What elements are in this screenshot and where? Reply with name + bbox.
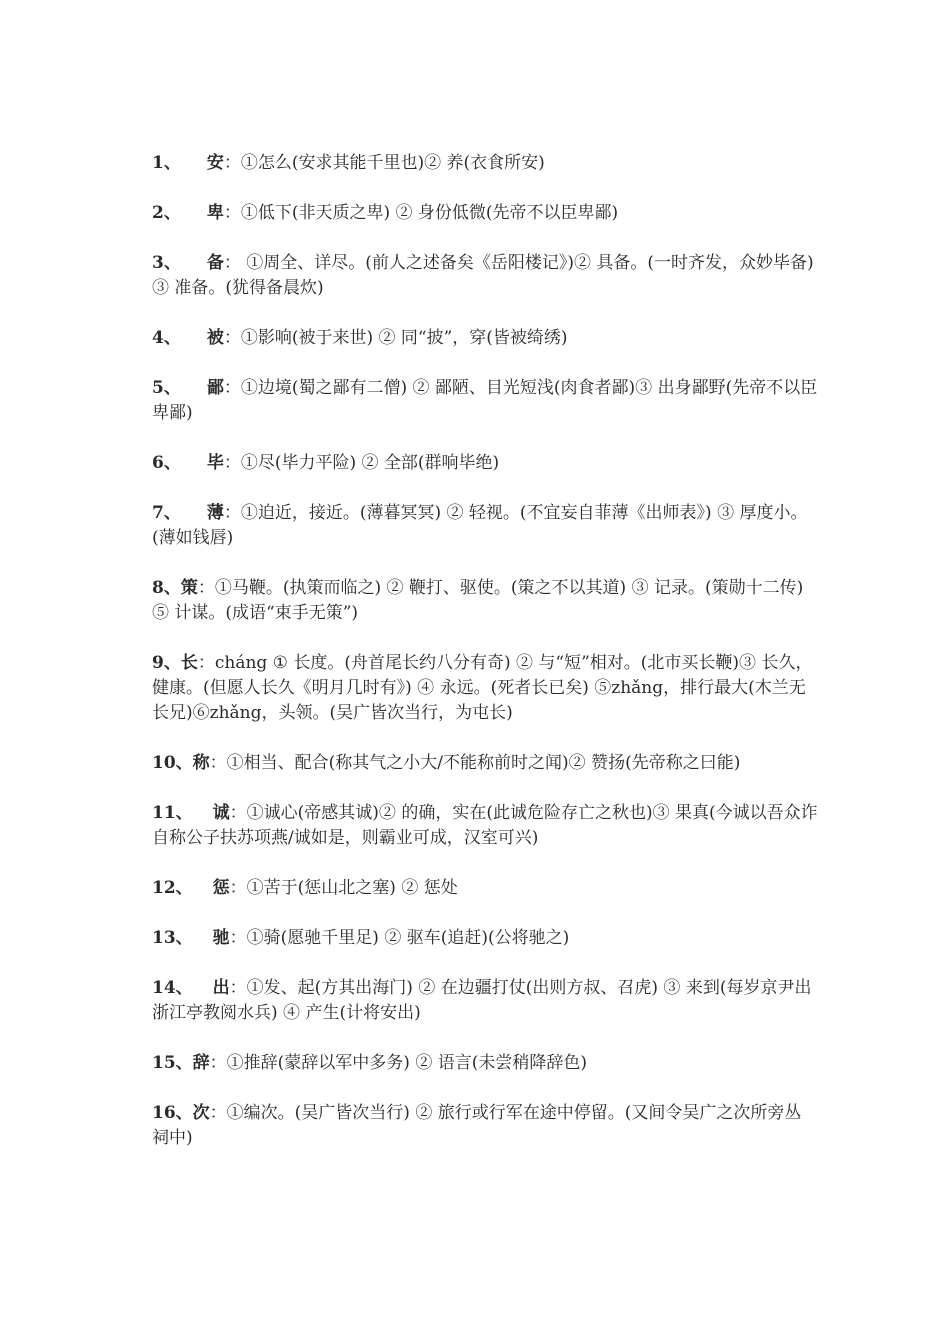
glossary-entry-4: [152, 326, 818, 351]
entry-number: 6、: [152, 453, 181, 473]
entry-headword: 策: [180, 578, 198, 598]
entry-definition: ： ①周全、详尽。(前人之述备矣《岳阳楼记》)② 具备。(一时齐发，众妙毕备)③ 准备。(犹得备晨炊): [152, 253, 814, 298]
entry-number: 7、: [152, 503, 181, 523]
entry-number: 9、: [152, 653, 181, 673]
entry-number: 11、: [152, 803, 193, 823]
entry-number: 12、: [152, 878, 193, 898]
glossary-entry-3: [152, 251, 818, 301]
entry-headword: 出: [212, 978, 230, 998]
glossary-entry-5: [152, 376, 818, 426]
entry-headword: 驰: [212, 928, 230, 948]
glossary-entry-7: [152, 501, 818, 551]
entry-definition: ：①苦于(惩山北之塞) ② 惩处: [229, 878, 458, 898]
entry-headword: 卑: [206, 203, 224, 223]
glossary-entry-15: [152, 1051, 818, 1076]
entry-headword: 长: [180, 653, 198, 673]
glossary-entry-12: [152, 876, 818, 901]
entry-definition: ：①发、起(方其出海门) ② 在边疆打仗(出则方叔、召虎) ③ 来到(每岁京尹出浙江亭教阅水兵) ④ 产生(计将安出): [152, 978, 812, 1023]
entry-headword: 惩: [212, 878, 230, 898]
entry-definition: ：①相当、配合(称其气之小大/不能称前时之闻)② 赞扬(先帝称之曰能): [209, 753, 741, 773]
entry-number: 1、: [152, 153, 181, 173]
glossary-entry-8: [152, 576, 818, 626]
glossary-entry-6: [152, 451, 818, 476]
entry-number: 14、: [152, 978, 193, 998]
entry-headword: 称: [192, 753, 210, 773]
entry-definition: ：①诚心(帝感其诚)② 的确，实在(此诚危险存亡之秋也)③ 果真(今诚以吾众诈自称公子扶苏项燕/诚如是，则霸业可成，汉室可兴): [152, 803, 818, 848]
entry-number: 4、: [152, 328, 181, 348]
entry-number: 16、: [152, 1103, 193, 1123]
entry-definition: ：①低下(非天质之卑) ② 身份低微(先帝不以臣卑鄙): [223, 203, 619, 223]
entry-headword: 诚: [212, 803, 230, 823]
entry-headword: 薄: [206, 503, 224, 523]
entry-number: 8、: [152, 578, 181, 598]
entry-definition: ：①马鞭。(执策而临之) ② 鞭打、驱使。(策之不以其道) ③ 记录。(策勋十二传) ⑤ 计谋。(成语“束手无策”): [152, 578, 804, 623]
glossary-list: [152, 151, 818, 1176]
entry-definition: ：cháng ① 长度。(舟首尾长约八分有奇) ② 与“短”相对。(北市买长鞭)③ 长久，健康。(但愿人长久《明月几时有》) ④ 永远。(死者长已矣) ⑤zhǎng，排行最大(木兰无长兄)⑥zhǎng，头领。(吴广皆次当行，为屯长): [152, 653, 813, 723]
entry-headword: 备: [206, 253, 224, 273]
entry-headword: 次: [192, 1103, 210, 1123]
glossary-entry-11: [152, 801, 818, 851]
entry-number: 5、: [152, 378, 181, 398]
entry-definition: ：①怎么(安求其能千里也)② 养(衣食所安): [223, 153, 545, 173]
entry-number: 2、: [152, 203, 181, 223]
entry-headword: 被: [206, 328, 224, 348]
entry-headword: 辞: [192, 1053, 210, 1073]
entry-number: 13、: [152, 928, 193, 948]
entry-headword: 安: [206, 153, 224, 173]
entry-definition: ：①尽(毕力平险) ② 全部(群响毕绝): [223, 453, 500, 473]
entry-definition: ：①骑(愿驰千里足) ② 驱车(追赶)(公将驰之): [229, 928, 570, 948]
entry-definition: ：①迫近，接近。(薄暮冥冥) ② 轻视。(不宜妄自菲薄《出师表》) ③ 厚度小。(薄如钱唇): [152, 503, 808, 548]
entry-definition: ：①边境(蜀之鄙有二僧) ② 鄙陋、目光短浅(肉食者鄙)③ 出身鄙野(先帝不以臣卑鄙): [152, 378, 818, 423]
glossary-entry-9: [152, 651, 818, 726]
entry-definition: ：①推辞(蒙辞以军中多务) ② 语言(未尝稍降辞色): [209, 1053, 588, 1073]
glossary-entry-16: [152, 1101, 818, 1151]
entry-number: 15、: [152, 1053, 193, 1073]
entry-number: 10、: [152, 753, 193, 773]
entry-definition: ：①影响(被于来世) ② 同“披”，穿(皆被绮绣): [223, 328, 568, 348]
glossary-entry-1: [152, 151, 818, 176]
glossary-entry-10: [152, 751, 818, 776]
entry-headword: 毕: [206, 453, 224, 473]
entry-headword: 鄙: [206, 378, 224, 398]
entry-number: 3、: [152, 253, 181, 273]
glossary-entry-2: [152, 201, 818, 226]
entry-definition: ：①编次。(吴广皆次当行) ② 旅行或行军在途中停留。(又间令吴广之次所旁丛祠中): [152, 1103, 802, 1148]
glossary-entry-14: [152, 976, 818, 1026]
glossary-entry-13: [152, 926, 818, 951]
